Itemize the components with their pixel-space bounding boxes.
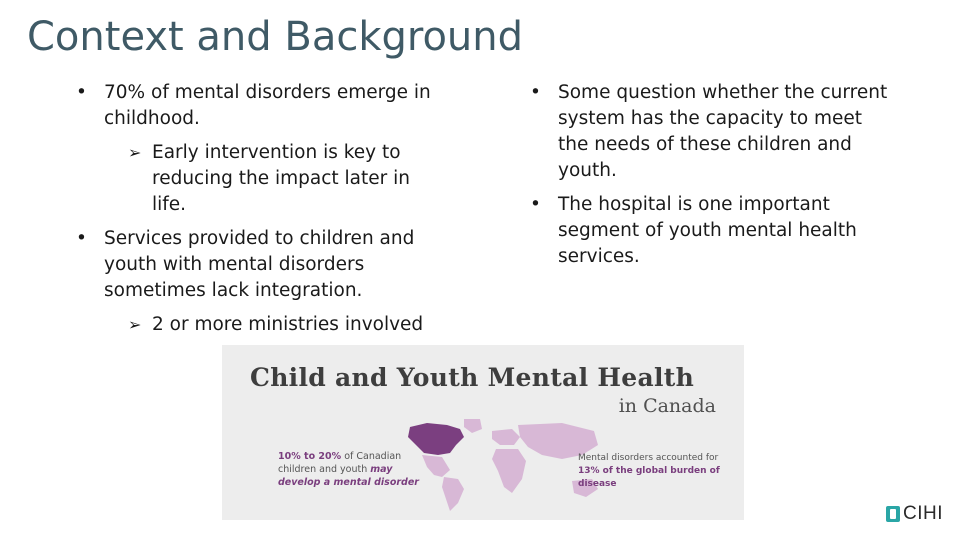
bullet-text: Services provided to children and youth with mental disorders sometimes lack integration.	[104, 228, 415, 301]
bullet-icon: •	[530, 82, 541, 103]
canada-stat-highlight: 10% to 20%	[278, 451, 342, 462]
canada-stat-highlight-2: may develop a mental disorder	[278, 464, 419, 488]
infographic-title: Child and Youth Mental Health	[250, 363, 695, 392]
sub-bullet-item	[76, 312, 436, 338]
bullet-icon: •	[76, 228, 87, 249]
left-column	[76, 80, 436, 346]
bullet-text: The hospital is one important segment of youth mental health services.	[558, 194, 857, 267]
bullet-text: 70% of mental disorders emerge in childhood.	[104, 82, 431, 129]
bullet-item	[530, 192, 890, 270]
canada-statistic	[278, 450, 438, 489]
arrow-bullet-icon: ➢	[128, 143, 142, 162]
bullet-icon: •	[76, 82, 87, 103]
infographic-image	[222, 345, 744, 520]
sub-bullet-text: 2 or more ministries involved	[152, 314, 424, 335]
canada-stat-text: of Canadian children and youth	[278, 451, 402, 475]
sub-bullet-item	[76, 140, 436, 218]
bullet-icon: •	[530, 194, 541, 215]
bullet-item	[76, 80, 436, 132]
bullet-item	[76, 226, 436, 304]
cihi-logo-icon	[886, 506, 900, 522]
infographic-subtitle: in Canada	[618, 395, 716, 417]
bullet-text: Some question whether the current system has the capacity to meet the needs of these children and youth.	[558, 82, 888, 181]
cihi-logo-text: CIHI	[903, 503, 943, 524]
cihi-logo	[886, 503, 943, 525]
global-stat-highlight: 13% of the global burden of disease	[578, 466, 720, 489]
arrow-bullet-icon: ➢	[128, 315, 142, 334]
global-statistic	[578, 452, 738, 491]
right-column	[530, 80, 890, 278]
bullet-item	[530, 80, 890, 184]
global-stat-text: Mental disorders accounted for	[578, 453, 719, 463]
slide-title: Context and Background	[27, 14, 524, 60]
sub-bullet-text: Early intervention is key to reducing the impact later in life.	[152, 142, 410, 215]
